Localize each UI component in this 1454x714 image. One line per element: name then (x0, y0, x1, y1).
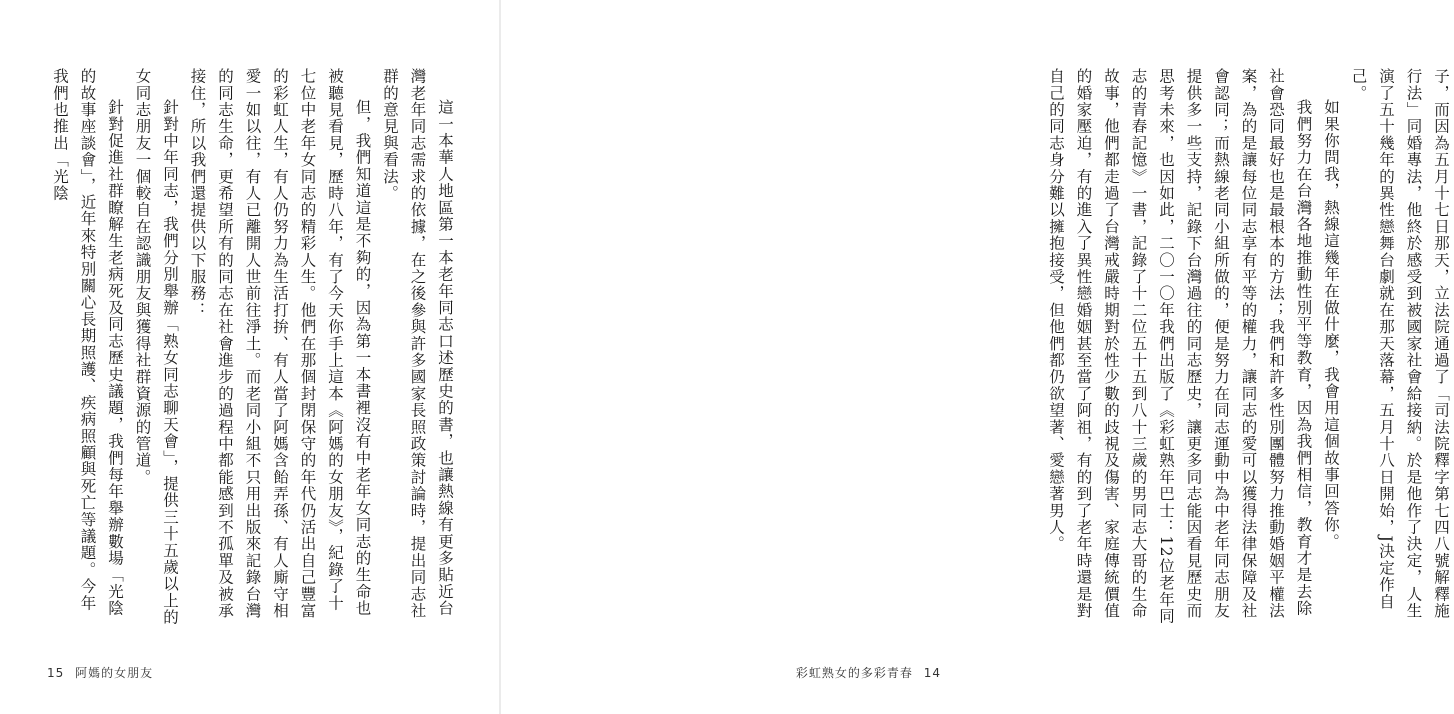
right-page-body (1047, 68, 1454, 628)
left-page-footer (44, 664, 156, 681)
paragraph: 我們努力在台灣各地推動性別平等教育，因為我們相信，教育才是去除社會恐同最好也是最根本的方法；我們和許多性別團體努力推動婚姻平權法案，為的是讓每位同志享有平等的權力，讓同志的愛可以獲得法律保障及社會認同；而熱線老同小組所做的，便是努力在同志運動中為中老年同志朋友提供多一些支持，記錄下台灣過往的同志歷史，讓更多同志能因看見歷史而思考未來，也因如此，二〇一〇年我們出版了《彩虹熟年巴士：12位老年同志的青春記憶》一書，記錄了十二位五十五到八十三歲的男同志大哥的生命故事，他們都走過了台灣戒嚴時期對於性少數的歧視及傷害、家庭傳統價值的婚家壓迫，有的進入了異性戀婚姻甚至當了阿祖，有的到了老年時還是對自己的同志身分難以擁抱接受，但他們都仍欲望著、愛戀著男人。 (1047, 68, 1313, 625)
paragraph: 但，我們知道這是不夠的，因為第一本書裡沒有中老年女同志的生命也被聽見看見，歷時八年，有了今天你手上這本《阿媽的女朋友》，紀錄了十七位中老年女同志的精彩人生。他們在那個封閉保守的年代仍活出自己豐富的彩虹人生，有人仍努力為生活打拚、有人當了阿媽含飴弄孫、有人廝守相愛一如以往，有人已離開人世前往淨土。而老同小組不只用出版來記錄台灣的同志生命，更希望所有的同志在社會進步的過程中都能感到不孤單及被承接住，所以我們還提供以下服務： (188, 68, 372, 620)
running-title: 阿媽的女朋友 (75, 666, 154, 680)
left-page (0, 0, 500, 714)
paragraph: 子，而因為五月十七日那天，立法院通過了「司法院釋字第七四八號解釋施行法」同婚專法，他終於感受到被國家社會給接納。於是他作了決定，人生演了五十幾年的異性戀舞台劇就在那天落幕，五月十八日開始，J決定作自己。 (1349, 68, 1450, 620)
page-number: 14 (923, 666, 941, 680)
running-title: 彩虹熟女的多彩青春 (795, 666, 913, 680)
page-number: 15 (47, 666, 65, 680)
paragraph: 針對促進社群瞭解生老病死及同志歷史議題，我們每年舉辦數場「光陰的故事座談會」，近年來特別關心長期照護、疾病照顧與死亡等議題。今年我們也推出「光陰 (51, 68, 124, 617)
paragraph: 這一本華人地區第一本老年同志口述歷史的書，也讓熱線有更多貼近台灣老年同志需求的依據，在之後參與許多國家長照政策討論時，提出同志社群的意見與看法。 (381, 68, 454, 620)
paragraph: 如果你問我，熱線這幾年在做什麼，我會用這個故事回答你。 (1322, 99, 1340, 550)
right-page (500, 0, 1450, 714)
paragraph: 針對中年同志，我們分別舉辦「熟女同志聊天會」，提供三十五歲以上的女同志朋友一個較自在認識朋友與獲得社群資源的管道。 (133, 68, 179, 626)
right-page-footer (793, 664, 944, 681)
left-page-body (51, 68, 458, 628)
